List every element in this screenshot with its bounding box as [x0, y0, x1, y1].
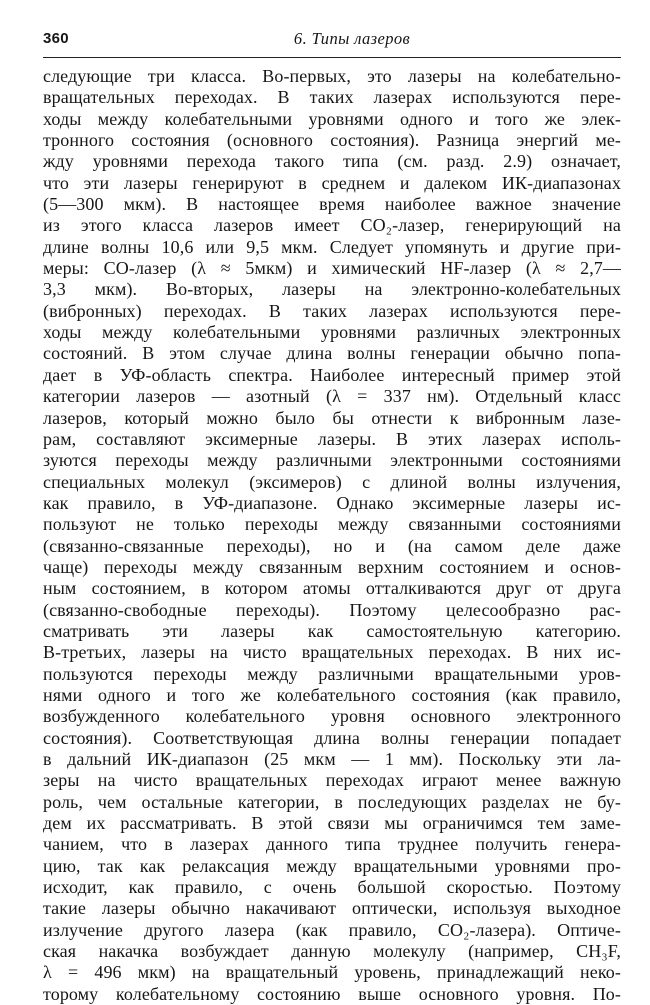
text-line: следующие три класса. Во-первых, это лазеры на колебательно-: [43, 66, 621, 86]
text-line: 3,3 мкм). Во-вторых, лазеры на электронно-колебательных: [43, 279, 621, 300]
text-line: ходы между колебательными уровнями одного и того же элек-: [43, 108, 621, 129]
text-line: цию, так как релаксация между вращательными уровнями про-: [43, 855, 621, 876]
text-line: чанием, что в лазерах данного типа труднее получить генера-: [43, 834, 621, 855]
text-line: (связанно-свободные переходы). Поэтому целесообразно рас-: [43, 599, 621, 620]
text-line: жду уровнями перехода такого типа (см. разд. 2.9) означает,: [43, 151, 621, 172]
text-line: зуются переходы между различными электронными состояниями: [43, 450, 621, 471]
text-line: состояний. В этом случае длина волны генерации обычно попа-: [43, 343, 621, 364]
text-line: вращательных переходах. В таких лазерах используются пере-: [43, 87, 621, 108]
running-head: [43, 27, 621, 51]
text-line: роль, чем остальные категории, в последующих разделах не бу-: [43, 791, 621, 812]
chapter-title: 6. Типы лазеров: [293, 29, 411, 48]
text-line: специальных молекул (эксимеров) с длиной волны излучения,: [43, 471, 621, 492]
page-number: 360: [43, 30, 69, 47]
text-line: как правило, в УФ-диапазоне. Однако эксимерные лазеры ис-: [43, 492, 621, 513]
text-line: торому колебательному состоянию выше основного уровня. По-: [43, 983, 621, 1004]
text-line: ным состоянием, в котором атомы отталкиваются друг от друга: [43, 578, 621, 599]
text-line: возбужденного колебательного уровня основного электронного: [43, 706, 621, 727]
text-line: сматривать эти лазеры как самостоятельную категорию.: [43, 620, 621, 641]
text-line: пользуются переходы между различными вращательными уров-: [43, 663, 621, 684]
text-line: ходы между колебательными уровнями различных электронных: [43, 322, 621, 343]
text-line: исходит, как правило, с очень большой скоростью. Поэтому: [43, 877, 621, 898]
text-line: дает в УФ-область спектра. Наиболее интересный пример этой: [43, 364, 621, 385]
text-line: зеры на чисто вращательных переходах играют менее важную: [43, 770, 621, 791]
text-line: категории лазеров — азотный (λ = 337 нм). Отдельный класс: [43, 386, 621, 407]
text-line: длине волны 10,6 или 9,5 мкм. Следует упомянуть и другие при-: [43, 236, 621, 257]
header-rule: [43, 57, 621, 58]
text-line: меры: CO-лазер (λ ≈ 5мкм) и химический HF-лазер (λ ≈ 2,7—: [43, 258, 621, 279]
text-line: из этого класса лазеров имеет CO₂-лазер, генерирующий на: [43, 215, 621, 236]
text-line: нями одного и того же колебательного состояния (как правило,: [43, 684, 621, 705]
text-line: λ = 496 мкм) на вращательный уровень, принадлежащий неко-: [43, 962, 621, 983]
text-line: в дальний ИК-диапазон (25 мкм — 1 мм). Поскольку эти ла-: [43, 749, 621, 769]
text-line: рам, составляют эксимерные лазеры. В этих лазерах исполь-: [43, 428, 621, 449]
text-line: дем их рассматривать. В этой связи мы ограничимся тем заме-: [43, 813, 621, 834]
text-line: (вибронных) переходах. В таких лазерах используются пере-: [43, 300, 621, 321]
text-line: что эти лазеры генерируют в среднем и далеком ИК-диапазонах: [43, 172, 621, 193]
text-line: лазеров, который можно было бы отнести к вибронным лазе-: [43, 407, 621, 428]
text-line: пользуют не только переходы между связанными состояниями: [43, 514, 621, 535]
text-line: ская накачка возбуждает данную молекулу (например, CH₃F,: [43, 941, 621, 962]
text-line: такие лазеры обычно накачивают оптически, используя выходное: [43, 898, 621, 919]
text-line: В-третьих, лазеры на чисто вращательных переходах. В них ис-: [43, 642, 621, 663]
text-line: излучение другого лазера (как правило, CO₂-лазера). Оптиче-: [43, 919, 621, 940]
text-line: тронного состояния (основного состояния). Разница энергий ме-: [43, 130, 621, 151]
text-line: состояния). Соответствующая длина волны генерации попадает: [43, 727, 621, 748]
text-line: чаще) переходы между связанным верхним состоянием и основ-: [43, 556, 621, 577]
body-paragraph: [43, 66, 621, 1005]
text-line: (связанно-связанные переходы), но и (на самом деле даже: [43, 535, 621, 556]
text-line: (5—300 мкм). В настоящее время наиболее важное значение: [43, 194, 621, 215]
